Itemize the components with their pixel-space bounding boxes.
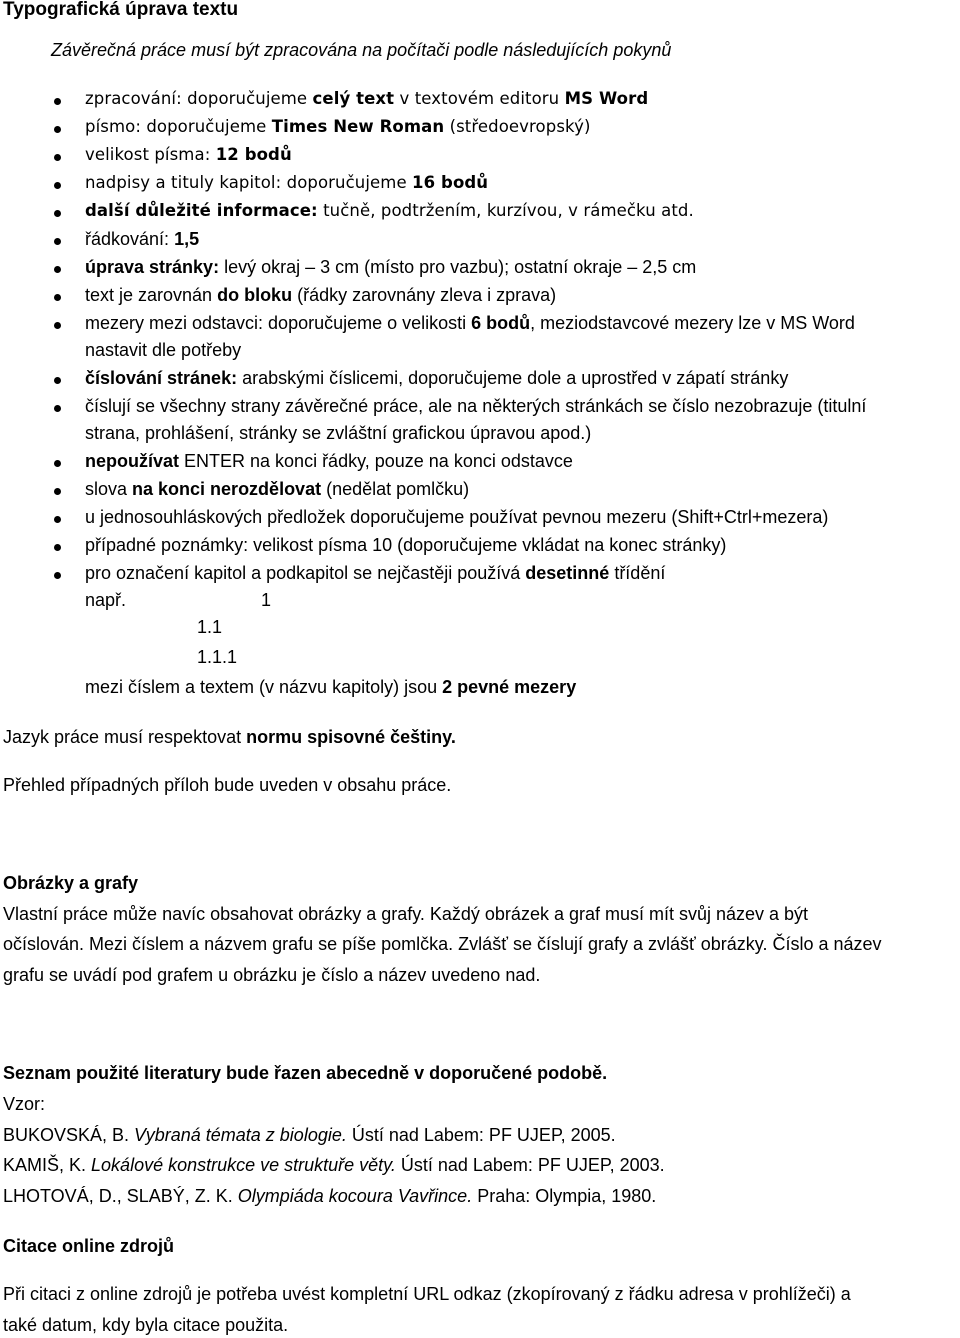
example-number-3: 1.1.1	[197, 647, 238, 667]
bullet-icon	[54, 516, 61, 523]
example-label: např.	[85, 590, 127, 610]
list-item: písmo: doporučujeme Times New Roman (středoevropský)	[85, 117, 591, 136]
images-text-line: grafu se uvádí pod grafem u obrázku je číslo a název uvedeno nad.	[3, 965, 541, 985]
list-item: text je zarovnán do bloku (řádky zarovnány zleva i zprava)	[85, 285, 557, 305]
bullet-icon	[54, 572, 61, 579]
appendix-note: Přehled případných příloh bude uveden v obsahu práce.	[3, 775, 452, 795]
images-text-line: očíslován. Mezi číslem a názvem grafu se píše pomlčka. Zvlášť se číslují grafy a zvlášť obrázky. Číslo a název	[3, 934, 882, 954]
bullet-icon	[54, 488, 61, 495]
list-item: u jednosouhláskových předložek doporučujeme používat pevnou mezeru (Shift+Ctrl+mezera)	[85, 507, 829, 527]
bullet-icon	[54, 238, 61, 245]
example-number-1: 1	[261, 590, 272, 610]
intro-text: Závěrečná práce musí být zpracována na počítači podle následujících pokynů	[51, 40, 672, 60]
list-item: řádkování: 1,5	[85, 229, 200, 249]
list-item: zpracování: doporučujeme celý text v textovém editoru MS Word	[85, 89, 649, 108]
reference-entry: LHOTOVÁ, D., SLABÝ, Z. K. Olympiáda kocoura Vavřince. Praha: Olympia, 1980.	[3, 1186, 657, 1206]
bullet-icon	[54, 294, 61, 301]
list-item: slova na konci nerozdělovat (nedělat pomlčku)	[85, 479, 470, 499]
list-item: další důležité informace: tučně, podtržením, kurzívou, v rámečku atd.	[85, 201, 694, 220]
reference-entry: KAMIŠ, K. Lokálové konstrukce ve struktuře věty. Ústí nad Labem: PF UJEP, 2003.	[3, 1155, 665, 1175]
bullet-icon	[54, 126, 61, 133]
bullet-icon	[54, 98, 61, 105]
list-item: případné poznámky: velikost písma 10 (doporučujeme vkládat na konec stránky)	[85, 535, 727, 555]
list-item: velikost písma: 12 bodů	[85, 145, 292, 164]
language-note: Jazyk práce musí respektovat normu spisovné češtiny.	[3, 727, 456, 747]
reference-entry: BUKOVSKÁ, B. Vybraná témata z biologie. Ústí nad Labem: PF UJEP, 2005.	[3, 1125, 616, 1145]
list-item: mezery mezi odstavci: doporučujeme o velikosti 6 bodů, meziodstavcové mezery lze v MS Word	[85, 313, 855, 333]
list-item: nadpisy a tituly kapitol: doporučujeme 16 bodů	[85, 173, 489, 192]
images-text-line: Vlastní práce může navíc obsahovat obrázky a grafy. Každý obrázek a graf musí mít svůj název a být	[3, 904, 809, 924]
list-item-continuation: nastavit dle potřeby	[85, 340, 242, 360]
bullet-icon	[54, 210, 61, 217]
literature-sample-label: Vzor:	[3, 1094, 46, 1114]
bullet-icon	[54, 322, 61, 329]
bullet-icon	[54, 266, 61, 273]
literature-heading: Seznam použité literatury bude řazen abecedně v doporučené podobě.	[3, 1063, 608, 1083]
online-text-line: Při citaci z online zdrojů je potřeba uvést kompletní URL odkaz (zkopírovaný z řádku adresa v prohlížeči) a	[3, 1284, 851, 1304]
bullet-icon	[54, 377, 61, 384]
list-item: úprava stránky: levý okraj – 3 cm (místo pro vazbu); ostatní okraje – 2,5 cm	[85, 257, 697, 277]
list-item: číslují se všechny strany závěrečné práce, ale na některých stránkách se číslo nezobrazuje (titulní	[85, 396, 867, 416]
bullet-icon	[54, 182, 61, 189]
list-item: nepoužívat ENTER na konci řádky, pouze na konci odstavce	[85, 451, 573, 471]
list-item-continuation: strana, prohlášení, stránky se zvláštní grafickou úpravou apod.)	[85, 423, 592, 443]
bullet-icon	[54, 544, 61, 551]
spacing-note: mezi číslem a textem (v názvu kapitoly) jsou 2 pevné mezery	[85, 677, 577, 697]
bullet-icon	[54, 405, 61, 412]
example-number-2: 1.1	[197, 617, 223, 637]
list-item: pro označení kapitol a podkapitol se nejčastěji používá desetinné třídění	[85, 563, 666, 583]
bullet-icon	[54, 154, 61, 161]
online-text-line: také datum, kdy byla citace použita.	[3, 1315, 289, 1335]
page-title: Typografická úprava textu	[3, 0, 239, 20]
images-heading: Obrázky a grafy	[3, 873, 139, 893]
list-item: číslování stránek: arabskými číslicemi, doporučujeme dole a uprostřed v zápatí stránky	[85, 368, 789, 388]
online-heading: Citace online zdrojů	[3, 1236, 175, 1256]
bullet-icon	[54, 460, 61, 467]
